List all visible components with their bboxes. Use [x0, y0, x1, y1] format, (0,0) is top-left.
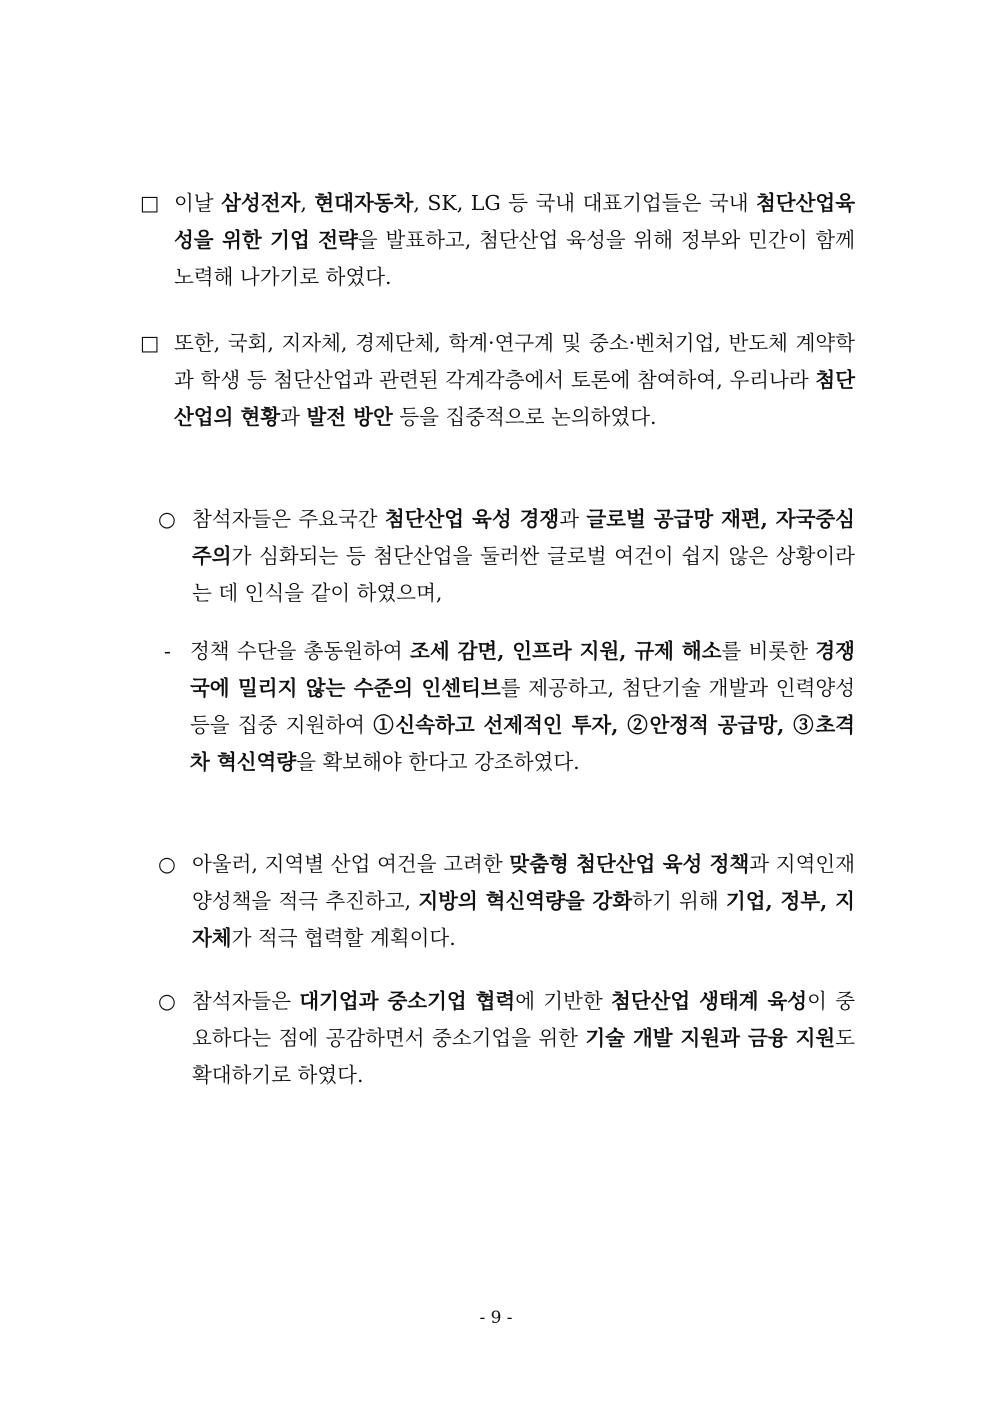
paragraph-discussion [140, 325, 855, 436]
paragraph-text: 또한, 국회, 지자체, 경제단체, 학계·연구계 및 중소·벤처기업, 반도체 계약학과 학생 등 첨단산업과 관련된 각계각층에서 토론에 참여하여, 우리나라 첨단산업의 현황과 발전 방안 등을 집중적으로 논의하였다. [174, 331, 855, 429]
paragraph-text: 참석자들은 주요국간 첨단산업 육성 경쟁과 글로벌 공급망 재편, 자국중심주의가 심화되는 등 첨단산업을 둘러싼 글로벌 여건이 쉽지 않은 상황이라는 데 인식을 같이 하였으며, [192, 507, 855, 605]
square-bullet-icon: □ [140, 331, 160, 355]
paragraph-policy-measures [140, 633, 855, 781]
paragraph-text: 아울러, 지역별 산업 여건을 고려한 맞춤형 첨단산업 육성 정책과 지역인재 양성책을 적극 추진하고, 지방의 혁신역량을 강화하기 위해 기업, 정부, 지자체가 적극 협력할 계획이다. [192, 852, 856, 950]
page-number: - 9 - [479, 1308, 513, 1328]
paragraph-sme-cooperation [140, 983, 855, 1094]
circle-bullet-icon: ○ [158, 507, 176, 531]
paragraph-corporate-strategy [140, 185, 855, 296]
dash-bullet-icon: - [164, 639, 171, 663]
circle-bullet-icon: ○ [158, 989, 176, 1013]
circle-bullet-icon: ○ [158, 852, 176, 876]
paragraph-global-competition [140, 501, 855, 612]
paragraph-regional-policy [140, 846, 855, 957]
paragraph-text: 정책 수단을 총동원하여 조세 감면, 인프라 지원, 규제 해소를 비롯한 경쟁국에 밀리지 않는 수준의 인센티브를 제공하고, 첨단기술 개발과 인력양성 등을 집중 지원하여 ①신속하고 선제적인 투자, ②안정적 공급망, ③초격차 혁신역량을 확보해야 한다고 강조하였다. [190, 639, 855, 774]
square-bullet-icon: □ [140, 191, 160, 215]
paragraph-text: 참석자들은 대기업과 중소기업 협력에 기반한 첨단산업 생태계 육성이 중요하다는 점에 공감하면서 중소기업을 위한 기술 개발 지원과 금융 지원도 확대하기로 하였다. [192, 989, 855, 1087]
paragraph-text: 이날 삼성전자, 현대자동차, SK, LG 등 국내 대표기업들은 국내 첨단산업육성을 위한 기업 전략을 발표하고, 첨단산업 육성을 위해 정부와 민간이 함께 노력해 나가기로 하였다. [174, 191, 856, 289]
